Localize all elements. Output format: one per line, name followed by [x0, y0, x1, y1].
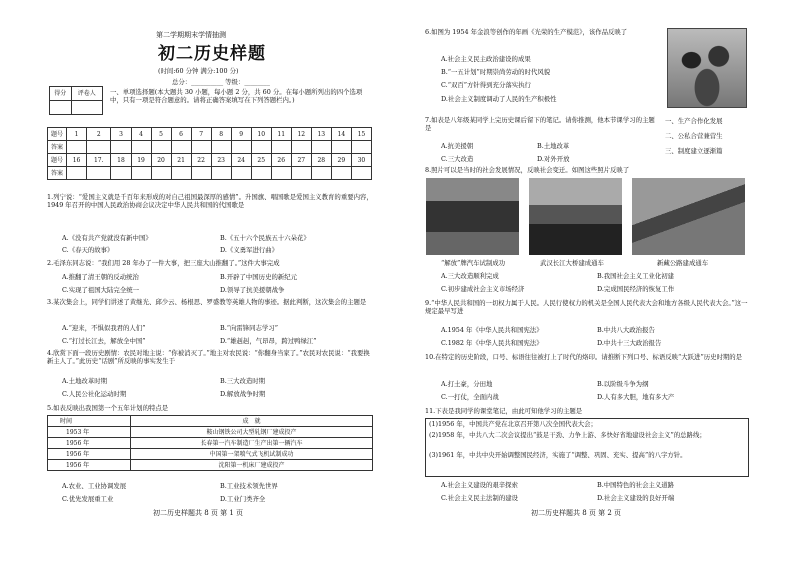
q1-option-a[interactable]: A.《没有共产党就没有新中国》	[62, 234, 152, 242]
answer-cell[interactable]	[251, 141, 271, 154]
answer-cell[interactable]	[331, 167, 351, 180]
answer-cell[interactable]	[171, 167, 191, 180]
q3-option-d[interactable]: D.“雄赳赳，气昂昂，跨过鸭绿江”	[220, 337, 317, 345]
answer-cell[interactable]	[351, 141, 371, 154]
q8-caption: 新藏公路建成通车	[657, 259, 709, 267]
answer-cell[interactable]	[151, 141, 171, 154]
q8-photo-highway	[632, 178, 745, 255]
answer-cell[interactable]	[67, 141, 87, 154]
q7-option-d[interactable]: D.对外开放	[537, 155, 570, 163]
question-number: 8	[211, 128, 231, 141]
q5-option-a[interactable]: A.农业、工业协调发展	[62, 482, 127, 490]
q10-option-a[interactable]: A.打土豪，分田地	[441, 380, 493, 388]
question-number: 10	[251, 128, 271, 141]
question-number: 16	[67, 154, 87, 167]
q8-stem: 8.照片可以是当时的社会发展情况，反映社会变迁。如图这些照片反映了	[425, 166, 630, 174]
answer-cell[interactable]	[351, 167, 371, 180]
q7-stem: 7.如表是八年级某同学上完历史课后留下的笔记。请你推测，他本节课学习的主题是	[425, 116, 655, 132]
q5-table-cell: 1956 年	[48, 449, 131, 460]
q10-option-b[interactable]: B.以阶级斗争为纲	[597, 380, 649, 388]
question-number: 22	[191, 154, 211, 167]
answer-cell[interactable]	[111, 141, 131, 154]
answer-cell[interactable]	[131, 141, 151, 154]
q10-option-d[interactable]: D.人有多大胆，地有多大产	[597, 393, 675, 401]
question-number: 12	[291, 128, 311, 141]
question-number: 24	[231, 154, 251, 167]
page-footer: 初二历史样题共 8 页 第 1 页	[153, 509, 244, 517]
question-number: 27	[291, 154, 311, 167]
q7-note: 二、公私合营兼营生	[665, 132, 723, 140]
q6-stem: 6.如图为 1954 年金浪等创作的年画《光荣的生产模范》，该作品反映了	[425, 28, 628, 36]
q3-option-a[interactable]: A.“迎来，不惧似我君的人们”	[62, 324, 146, 332]
q5-table-header: 成 就	[131, 416, 373, 427]
q5-option-b[interactable]: B.工业技术领先世界	[220, 482, 278, 490]
q8-option-d[interactable]: D.完成国民经济的恢复工作	[597, 285, 675, 293]
grader-score-label: 得分	[50, 87, 72, 101]
q8-photo-bridge	[529, 178, 622, 255]
answer-cell[interactable]	[67, 167, 87, 180]
answer-cell[interactable]	[311, 167, 331, 180]
page-footer: 初二历史样题共 8 页 第 2 页	[531, 509, 622, 517]
question-number: 6	[171, 128, 191, 141]
answer-cell[interactable]	[211, 141, 231, 154]
q5-table-cell: 1953 年	[48, 427, 131, 438]
q4-option-b[interactable]: B.三大改造时期	[220, 377, 266, 385]
q2-option-d[interactable]: D.领导了抗美援朝战争	[220, 286, 285, 294]
q1-option-b[interactable]: B.《五十六个民族五十六朵花》	[220, 234, 310, 242]
q10-option-c[interactable]: C.一打仗，全面内战	[441, 393, 499, 401]
question-number: 4	[131, 128, 151, 141]
answer-cell[interactable]	[171, 141, 191, 154]
right-page	[397, 0, 794, 561]
q6-painting-image	[667, 28, 747, 108]
answer-cell[interactable]	[191, 141, 211, 154]
question-number: 30	[351, 154, 371, 167]
question-number: 5	[151, 128, 171, 141]
q6-option-d[interactable]: D.社会主义制度调动了人民的生产积极性	[441, 95, 557, 103]
q11-option-c[interactable]: C.社会主义民主法制的建设	[441, 494, 518, 502]
q5-table-header: 时间	[48, 416, 131, 427]
question-number: 14	[331, 128, 351, 141]
answer-cell[interactable]	[271, 141, 291, 154]
answer-cell[interactable]	[111, 167, 131, 180]
q4-option-a[interactable]: A.土地改革时期	[62, 377, 107, 385]
q2-option-a[interactable]: A.推翻了清王朝的反动统治	[62, 273, 139, 281]
grader-score-cell[interactable]	[50, 101, 72, 115]
grader-name-label: 评卷人	[71, 87, 102, 101]
question-number: 15	[351, 128, 371, 141]
score-line: 总分：__________ 等级：________	[172, 78, 270, 86]
q5-table	[47, 415, 373, 471]
answer-cell[interactable]	[131, 167, 151, 180]
answer-cell[interactable]	[151, 167, 171, 180]
q5-option-d[interactable]: D.工业门类齐全	[220, 495, 266, 503]
question-number: 2	[87, 128, 111, 141]
q8-caption: 武汉长江大桥建成通车	[540, 259, 604, 267]
question-number: 1	[67, 128, 87, 141]
grader-name-cell[interactable]	[71, 101, 102, 115]
q1-option-d[interactable]: D.《义勇军进行曲》	[220, 246, 279, 254]
answer-cell[interactable]	[291, 167, 311, 180]
q7-option-a[interactable]: A.抗美援朝	[441, 142, 474, 150]
q5-table-cell: 鞍山钢铁公司大型轧钢厂建成投产	[131, 427, 373, 438]
answer-cell[interactable]	[251, 167, 271, 180]
q5-table-cell: 1956 年	[48, 460, 131, 471]
answer-grid	[47, 127, 372, 180]
question-number: 19	[131, 154, 151, 167]
answer-cell[interactable]	[311, 141, 331, 154]
answer-cell[interactable]	[331, 141, 351, 154]
q7-option-c[interactable]: C.三大改造	[441, 155, 474, 163]
q1-option-c[interactable]: C.《春天的故事》	[62, 246, 114, 254]
q11-stem: 11.下表是我同学的课堂笔记，由此可知他学习的主题是	[425, 407, 583, 415]
q11-option-a[interactable]: A.社会主义建设的艰辛探索	[441, 481, 518, 489]
q8-photo-truck	[426, 178, 519, 255]
q5-table-cell: 1956 年	[48, 438, 131, 449]
q1-stem: 1.列宁说：“爱国主义就是千百年来形成的对自己祖国最深厚的感情”。升国旗、唱国歌是爱国主义教育的重要内容，1949 年召开的中国人民政治协商会议决定中华人民共和国的代国歌是	[47, 193, 373, 209]
grid-number-label: 题号	[48, 154, 67, 167]
question-number: 9	[231, 128, 251, 141]
q9-option-d[interactable]: D.中共十三大政治报告	[597, 339, 662, 347]
question-number: 7	[191, 128, 211, 141]
question-number: 3	[111, 128, 131, 141]
answer-cell[interactable]	[231, 167, 251, 180]
question-number: 20	[151, 154, 171, 167]
answer-cell[interactable]	[191, 167, 211, 180]
q2-option-b[interactable]: B.开辟了中国历史的新纪元	[220, 273, 298, 281]
answer-cell[interactable]	[87, 167, 111, 180]
question-number: 17.	[87, 154, 111, 167]
q6-option-b[interactable]: B.“一五计划”时期崇尚劳动的时代风貌	[441, 68, 551, 76]
q9-stem: 9.“中华人民共和国的一切权力属于人民。人民行使权力的机关是全国人民代表大会和地方各级人民代表大会。”这一规定最早写进	[425, 299, 748, 315]
question-number: 28	[311, 154, 331, 167]
question-number: 21	[171, 154, 191, 167]
page-title: 初二历史样题	[158, 44, 266, 64]
q11-option-b[interactable]: B.中国特色的社会主义道路	[597, 481, 675, 489]
q4-option-c[interactable]: C.人民公社化运动时期	[62, 390, 127, 398]
answer-cell[interactable]	[87, 141, 111, 154]
q11-notes-box	[425, 418, 749, 477]
q11-note: (3)1961 年，中共中央开始调整国民经济，实施了“调整、巩固、充实、提高”的八字方针。	[429, 451, 687, 459]
q9-option-c[interactable]: C.1982 年《中华人民共和国宪法》	[441, 339, 543, 347]
q7-note: 一、生产合作化发展	[665, 117, 723, 125]
question-number: 29	[331, 154, 351, 167]
q7-note: 三、制度建立逐渐篇	[665, 147, 723, 155]
grid-number-label: 题号	[48, 128, 67, 141]
answer-cell[interactable]	[211, 167, 231, 180]
q11-note: (2)1958 年，中共八大二次会议提出“鼓足干劲、力争上游、多快好省地建设社会主义”的总路线；	[429, 431, 706, 439]
q3-option-b[interactable]: B.“向雷锋同志学习”	[220, 324, 278, 332]
q8-option-c[interactable]: C.初步建成社会主义市场经济	[441, 285, 525, 293]
q5-table-cell: 中国第一架喷气式飞机试制成功	[131, 449, 373, 460]
section-instructions: 一、单项选择题(本大题共 30 小题，每小题 2 分，共 60 分。在每小题所列出的四个选项中，只有一项是符合题意的。请将正确答案填写在下列答题栏内。)	[110, 88, 363, 104]
question-number: 23	[211, 154, 231, 167]
answer-cell[interactable]	[291, 141, 311, 154]
exam-header: 第二学期期末学情抽测	[156, 31, 226, 39]
q5-stem: 5.如表反映出我国第一个五年计划的特点是	[47, 404, 169, 412]
question-number: 11	[271, 128, 291, 141]
q9-option-b[interactable]: B.中共八大政治报告	[597, 326, 655, 334]
grid-answer-label: 答案	[48, 167, 67, 180]
q11-option-d[interactable]: D.社会主义建设的良好开端	[597, 494, 675, 502]
grid-answer-label: 答案	[48, 141, 67, 154]
answer-cell[interactable]	[271, 167, 291, 180]
q4-stem: 4.欣赏下面一段历史剧情：农民对地主说：“你被消灭了。”地主对农民说：“你翻身当家了。”农民对农民说：“我要换新主人了。”此历史“话剧”所反映的事实发生于	[47, 349, 370, 365]
q5-table-cell: 长春第一汽车制造厂生产出第一辆汽车	[131, 438, 373, 449]
q7-option-b[interactable]: B.土地改革	[537, 142, 570, 150]
q8-caption: “解放”牌汽车试制成功	[441, 259, 506, 267]
q2-option-c[interactable]: C.实现了祖国大陆完全统一	[62, 286, 139, 294]
question-number: 25	[251, 154, 271, 167]
q5-option-c[interactable]: C.优先发展重工业	[62, 495, 114, 503]
answer-cell[interactable]	[231, 141, 251, 154]
q3-option-c[interactable]: C.“打过长江去，解放全中国”	[62, 337, 146, 345]
q8-option-a[interactable]: A.三大改造顺利完成	[441, 272, 499, 280]
q9-option-a[interactable]: A.1954 年《中华人民共和国宪法》	[441, 326, 543, 334]
q3-stem: 3.某次集会上，同学们讲述了黄继光、邱少云、杨根思、罗盛教等英雄人物的事迹。据此判断，这次集会的主题是	[47, 298, 367, 306]
q6-option-c[interactable]: C.“双百”方针得到充分落实执行	[441, 81, 531, 89]
exam-time: (时间:60 分钟 满分:100 分)	[158, 67, 239, 75]
grader-table	[49, 86, 103, 115]
question-number: 26	[271, 154, 291, 167]
q10-stem: 10.在特定的历史阶段，口号、标语往往被打上了时代的烙印。请推断下列口号、标语反映“大跃进”历史时期的是	[425, 353, 743, 361]
question-number: 13	[311, 128, 331, 141]
q5-table-cell: 沈阳第一机床厂建成投产	[131, 460, 373, 471]
q8-option-b[interactable]: B.我国社会主义工业化初建	[597, 272, 675, 280]
q11-note: (1)1956 年，中国共产党在北京召开第八次全国代表大会；	[429, 420, 597, 428]
q4-option-d[interactable]: D.解放战争时期	[220, 390, 266, 398]
q6-option-a[interactable]: A.社会主义民主政治建设的成果	[441, 55, 531, 63]
q2-stem: 2.毛泽东同志说：“我们用 28 年办了一件大事，把三座大山推翻了。”这件大事完成	[47, 259, 280, 267]
question-number: 18	[111, 154, 131, 167]
